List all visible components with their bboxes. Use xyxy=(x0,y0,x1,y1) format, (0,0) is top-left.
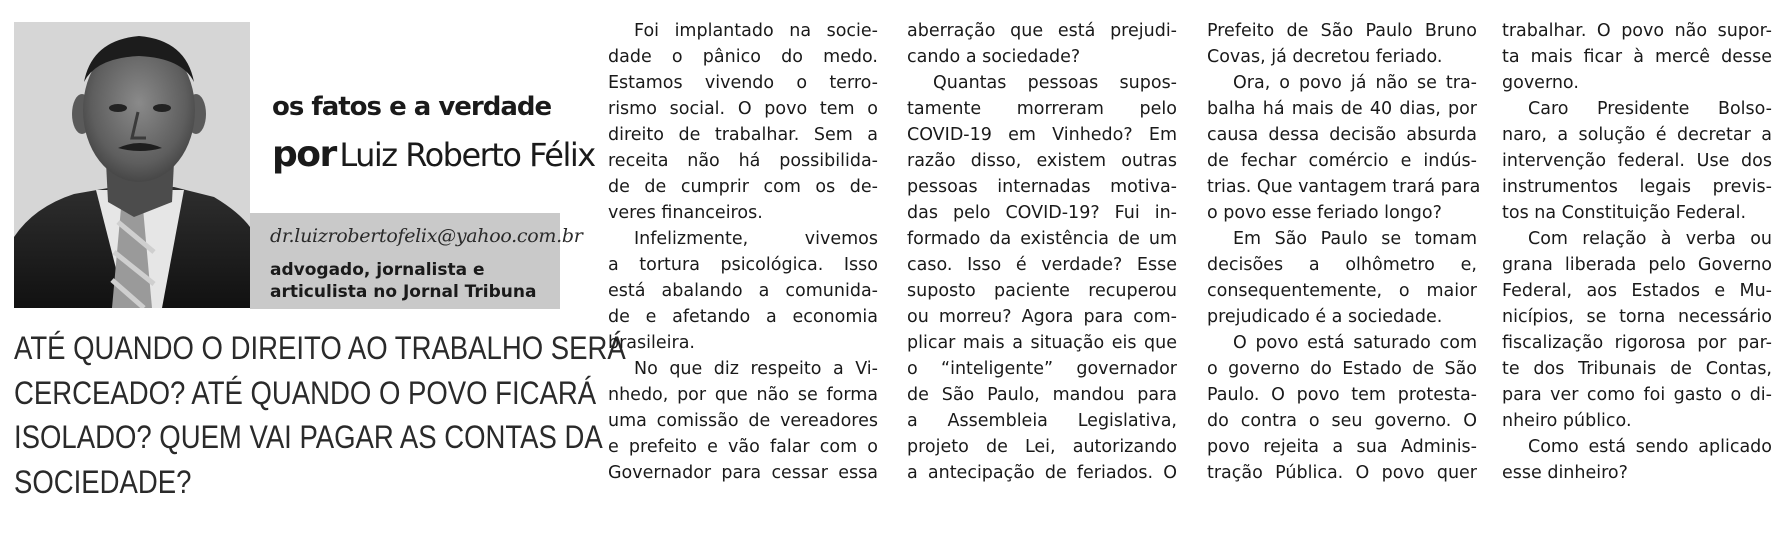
column-title: os fatos e a verdade xyxy=(272,92,552,122)
headline-line: ATÉ QUANDO O DIREITO AO TRABALHO SERÁ xyxy=(14,330,626,366)
article-line: balha há mais de 40 dias, por xyxy=(1207,99,1477,119)
article-line: suposto paciente recuperou xyxy=(907,281,1177,301)
article-line: No que diz respeito a Vi- xyxy=(634,359,878,379)
article-line: instrumentos legais previs- xyxy=(1502,177,1772,197)
article-line: a tortura psicológica. Isso xyxy=(608,255,878,275)
article-line: razão disso, existem outras xyxy=(907,151,1177,171)
article-line: o “inteligente” governador xyxy=(907,359,1177,379)
article-line: povo rejeita a sua Adminis- xyxy=(1207,437,1477,457)
article-line: Ora, o povo já não se tra- xyxy=(1233,73,1477,93)
article-line: de e afetando a economia xyxy=(608,307,878,327)
article-line: te dos Tribunais de Contas, xyxy=(1502,359,1772,379)
article-line: O povo está saturado com xyxy=(1233,333,1477,353)
article-line: Infelizmente, vivemos xyxy=(634,229,878,249)
article-line: nicípios, se torna necessário xyxy=(1502,307,1772,327)
article-line: trias. Que vantagem trará para xyxy=(1207,177,1481,197)
article-line: o povo esse feriado longo? xyxy=(1207,203,1442,223)
article-line: Com relação à verba ou xyxy=(1528,229,1772,249)
article-line: consequentemente, o maior xyxy=(1207,281,1477,301)
article-line: de de cumprir com os de- xyxy=(608,177,878,197)
article-line: tos na Constituição Federal. xyxy=(1502,203,1747,223)
article-line: para ver como foi gasto o di- xyxy=(1502,385,1772,405)
article-line: de São Paulo, mandou para xyxy=(907,385,1177,405)
article-line: fiscalização rigorosa por par- xyxy=(1502,333,1772,353)
author-info-box xyxy=(250,213,583,309)
author-name: Luiz Roberto Félix xyxy=(339,136,595,174)
article-line: caso. Isso é verdade? Esse xyxy=(907,255,1177,275)
article-line: está abalando a comunida- xyxy=(608,281,878,301)
article-line: decisões a olhômetro e, xyxy=(1207,255,1477,275)
headline-line: ISOLADO? QUEM VAI PAGAR AS CONTAS DA xyxy=(14,419,603,455)
article-line: trabalhar. O povo não supor- xyxy=(1502,21,1772,41)
article-line: grana liberada pelo Governo xyxy=(1502,255,1772,275)
article-line: das pelo COVID-19? Fui in- xyxy=(907,203,1177,223)
article-line: de fechar comércio e indús- xyxy=(1207,151,1477,171)
article-line: Como está sendo aplicado xyxy=(1528,437,1772,457)
article-column-3 xyxy=(1207,18,1481,486)
article-line: Covas, já decretou feriado. xyxy=(1207,47,1443,67)
article-line: Em São Paulo se tomam xyxy=(1233,229,1477,249)
article-line: do contra o seu governo. O xyxy=(1207,411,1477,431)
article-line: aberração que está prejudi- xyxy=(907,21,1177,41)
article-line: uma comissão de vereadores xyxy=(608,411,878,431)
article-line: o governo do Estado de São xyxy=(1207,359,1477,379)
article-line: e prefeito e vão falar com o xyxy=(608,437,878,457)
article-line: plicar mais a situação eis que xyxy=(907,333,1177,353)
author-role-line: advogado, jornalista e xyxy=(270,260,485,280)
article-column-2 xyxy=(907,18,1177,486)
article-line: Caro Presidente Bolso- xyxy=(1528,99,1772,119)
article-line: projeto de Lei, autorizando xyxy=(907,437,1177,457)
article-line: esse dinheiro? xyxy=(1502,463,1628,483)
article-line: tração Pública. O povo quer xyxy=(1207,463,1477,483)
headline-line: SOCIEDADE? xyxy=(14,463,192,500)
article-line: ou morreu? Agora para com- xyxy=(907,307,1177,327)
article-column-1 xyxy=(608,18,878,486)
article-line: causa dessa decisão absurda xyxy=(1207,125,1477,145)
article-line: nhedo, por que não se forma xyxy=(608,385,878,405)
article-line: tamente morreram pelo xyxy=(907,99,1177,119)
author-role-line: articulista no Jornal Tribuna xyxy=(270,282,537,302)
article-line: prejudicado é a sociedade. xyxy=(1207,307,1443,327)
article-line: Paulo. O povo tem protesta- xyxy=(1207,385,1477,405)
article-line: Foi implantado na socie- xyxy=(634,21,878,41)
article-line: rismo social. O povo tem o xyxy=(608,99,878,119)
article-line: Federal, aos Estados e Mu- xyxy=(1502,281,1772,301)
article-line: pessoas internadas motiva- xyxy=(907,177,1177,197)
byline-prefix: por xyxy=(272,134,336,175)
author-role xyxy=(270,259,536,303)
article-line: veres financeiros. xyxy=(608,203,763,223)
article-line: naro, a solução é decretar a xyxy=(1502,125,1772,145)
article-line: brasileira. xyxy=(608,333,695,353)
article-line: receita não há possibilida- xyxy=(608,151,878,171)
article-headline xyxy=(14,326,626,504)
headline-line: CERCEADO? ATÉ QUANDO O POVO FICARÁ xyxy=(14,374,597,411)
article-line: a antecipação de feriados. O xyxy=(907,463,1177,483)
author-email: dr.luizrobertofelix@yahoo.com.br xyxy=(270,225,583,247)
article-line: ta mais ficar à mercê desse xyxy=(1502,47,1772,67)
article-line: Estamos vivendo o terro- xyxy=(608,73,878,93)
article-line: Quantas pessoas supos- xyxy=(933,73,1177,93)
author-photo xyxy=(14,22,250,308)
article-line: intervenção federal. Use dos xyxy=(1502,151,1772,171)
article-line: COVID-19 em Vinhedo? Em xyxy=(907,125,1177,145)
article-line: Prefeito de São Paulo Bruno xyxy=(1207,21,1477,41)
article-line: nheiro público. xyxy=(1502,411,1632,431)
article-line: governo. xyxy=(1502,73,1579,93)
article-line: formado da existência de um xyxy=(907,229,1177,249)
article-line: Governador para cessar essa xyxy=(608,463,878,483)
article-line: cando a sociedade? xyxy=(907,47,1081,67)
byline xyxy=(272,134,595,175)
article-line: a Assembleia Legislativa, xyxy=(907,411,1177,431)
article-line: dade o pânico do medo. xyxy=(608,47,878,67)
article-column-4 xyxy=(1502,18,1772,486)
article-line: direito de trabalhar. Sem a xyxy=(608,125,878,145)
